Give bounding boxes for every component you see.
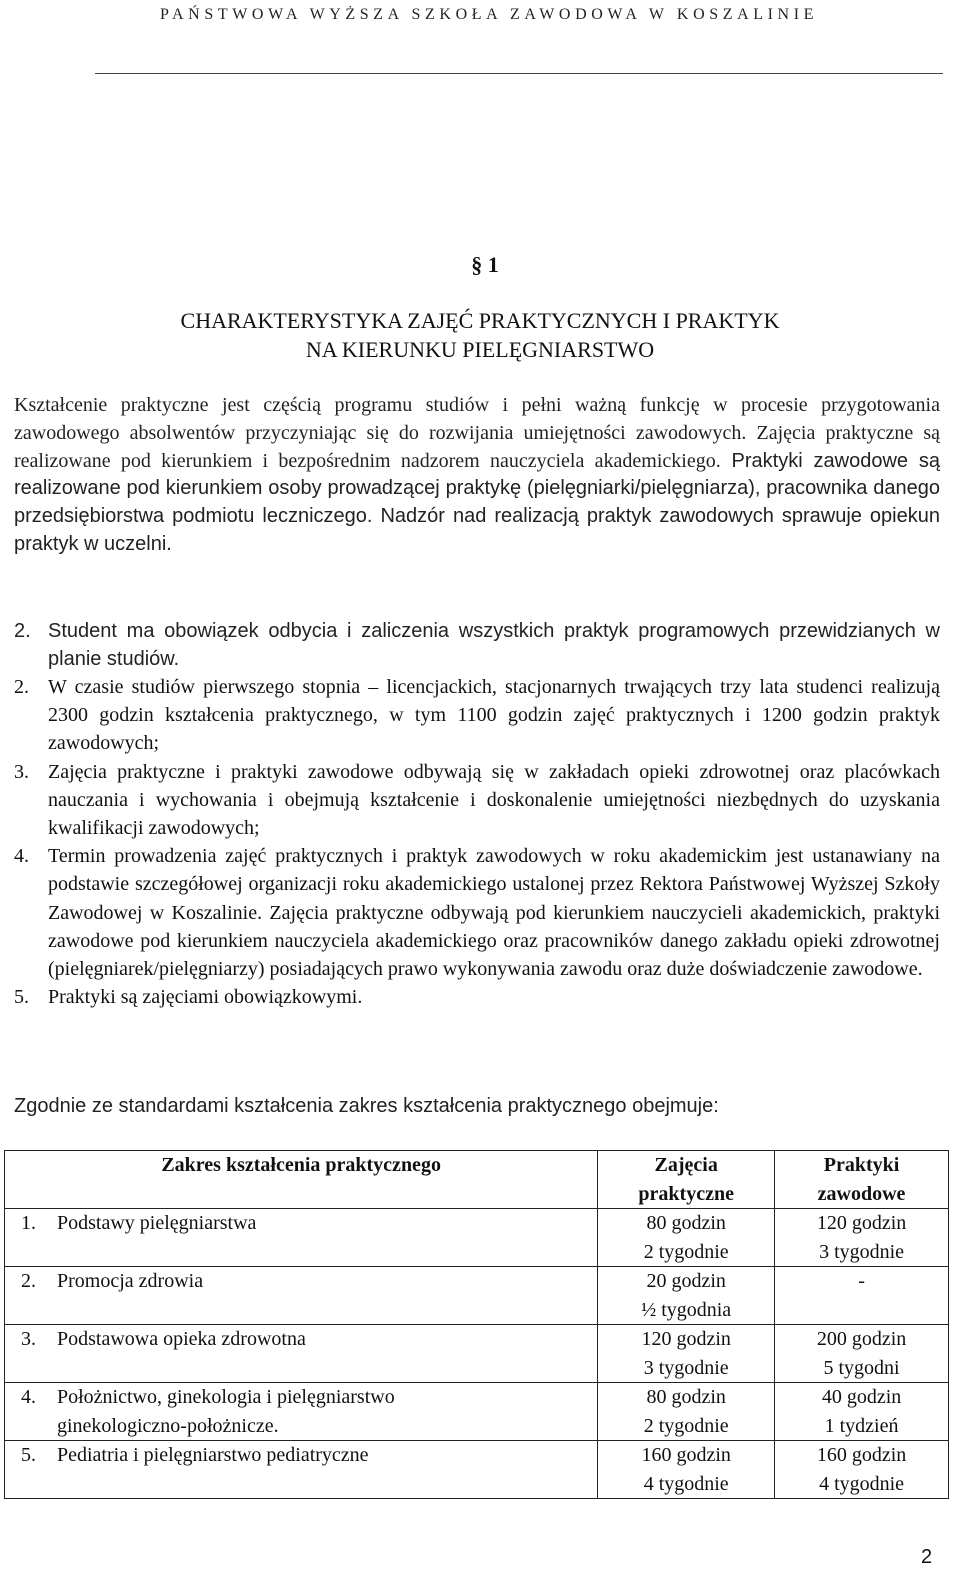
classes-weeks: 4 tygodnie: [643, 1472, 729, 1495]
classes-cell: [598, 1383, 775, 1441]
classes-weeks: 2 tygodnie: [643, 1414, 729, 1437]
practice-weeks: 4 tygodnie: [819, 1472, 905, 1495]
section-number: § 1: [471, 252, 499, 277]
practice-cell: [775, 1209, 949, 1267]
classes-hours: 160 godzin: [641, 1444, 731, 1466]
practice-hours: 120 godzin: [816, 1212, 907, 1234]
page-number: 2: [921, 1546, 933, 1568]
scope-cell: [5, 1209, 598, 1267]
row-number: 4.: [21, 1386, 36, 1408]
intro-part-2: Praktyki zawodowe są realizowane pod kierunkiem osoby prowadzącej praktykę (pielęgniarki/pielęgniarza), pracownika danego przedsiębiorstwa podmiotu leczniczego. Nadzór nad realizacją praktyk zawodowych sprawuje opiekun praktyk w uczelni.: [14, 449, 940, 555]
header-classes-line-1: Zajęcia: [654, 1154, 718, 1176]
scope-cell: [5, 1383, 598, 1441]
classes-cell: [598, 1267, 775, 1325]
list-item-text: Praktyki są zajęciami obowiązkowymi.: [48, 986, 363, 1009]
scope-name: Podstawowa opieka zdrowotna: [57, 1328, 306, 1350]
list-item-number: 5.: [14, 986, 29, 1009]
table-row: [5, 1441, 949, 1499]
header-classes: [598, 1151, 775, 1209]
list-item: [14, 673, 940, 758]
practical-training-table: [4, 1150, 949, 1499]
header-practice-line-1: Praktyki: [823, 1154, 900, 1176]
classes-weeks: 2 tygodnie: [643, 1240, 729, 1263]
scope-cell: [5, 1267, 598, 1325]
practice-hours: 200 godzin: [816, 1328, 907, 1350]
list-item-number: 2.: [14, 620, 31, 642]
scope-name: Podstawy pielęgniarstwa: [57, 1212, 257, 1234]
practice-cell: [775, 1267, 949, 1325]
header-practice-line-2: zawodowe: [817, 1182, 906, 1205]
intro-part-1: Kształcenie praktyczne jest częścią programu studiów i pełni ważną funkcję w procesie przygotowania zawodowego absolwentów przyczyniając się do rozwijania umiejętności zawodowych. Zajęcia praktyczne są realizowane pod kierunkiem i bezpośrednim nadzorem nauczyciela akademickiego.: [14, 394, 940, 472]
scope-cell: [5, 1325, 598, 1383]
list-item: [14, 758, 940, 843]
list-item: [14, 842, 940, 983]
header-classes-line-2: praktyczne: [638, 1182, 734, 1205]
classes-cell: [598, 1209, 775, 1267]
practice-weeks: 1 tydzień: [824, 1414, 899, 1437]
table-intro: Zgodnie ze standardami kształcenia zakres kształcenia praktycznego obejmuje:: [14, 1095, 719, 1117]
scope-cell: [5, 1441, 598, 1499]
practice-cell: [775, 1383, 949, 1441]
classes-hours: 80 godzin: [646, 1212, 726, 1234]
list-item-text: Student ma obowiązek odbycia i zaliczenia wszystkich praktyk programowych przewidzianych w planie studiów.: [48, 620, 940, 671]
table-row: [5, 1267, 949, 1325]
page-title-line-1: CHARAKTERYSTYKA ZAJĘĆ PRAKTYCZNYCH I PRAKTYK: [180, 308, 780, 333]
classes-weeks: ½ tygodnia: [641, 1298, 732, 1321]
table-row: [5, 1209, 949, 1267]
list-item-text: Zajęcia praktyczne i praktyki zawodowe odbywają się w zakładach opieki zdrowotnej oraz placówkach nauczania i wychowania i obejmują kształcenie i doskonalenie umiejętności niezbędnych do uzyskania kwalifikacji zawodowych;: [48, 760, 940, 840]
row-number: 2.: [21, 1270, 36, 1292]
classes-weeks: 3 tygodnie: [643, 1356, 729, 1379]
header-practice: [775, 1151, 949, 1209]
classes-hours: 120 godzin: [641, 1328, 731, 1350]
classes-cell: [598, 1325, 775, 1383]
list-item: [14, 983, 940, 1011]
rules-list: [14, 673, 940, 1011]
header-divider: [95, 73, 943, 74]
list-item-text: W czasie studiów pierwszego stopnia – licencjackich, stacjonarnych trwających trzy lata studenci realizują 2300 godzin kształcenia praktycznego, w tym 1100 godzin zajęć praktycznych i 1200 godzin praktyk zawodowych;: [48, 676, 940, 755]
list-item: [14, 617, 940, 673]
table-row: [5, 1325, 949, 1383]
list-item-text: Termin prowadzenia zajęć praktycznych i praktyk zawodowych w roku akademickim jest ustanawiany na podstawie szczegółowej organizacji roku akademickiego ustalonej przez Rektora Państwowej Wyższej Szkoły Zawodowej w Koszalinie. Zajęcia praktyczne odbywają pod kierunkiem nauczycieli akademickich, praktyki zawodowe pod kierunkiem nauczyciela akademickiego oraz pracowników danego zakładu opieki zdrowotnej (pielęgniarek/pielęgniarzy) posiadających prawo wykonywania zawodu oraz duże doświadczenie zawodowe.: [48, 845, 940, 981]
practice-weeks: 3 tygodnie: [819, 1240, 905, 1263]
table-header-row: [5, 1151, 949, 1209]
scope-name-continued: ginekologiczno-położnicze.: [57, 1414, 279, 1437]
classes-cell: [598, 1441, 775, 1499]
practice-weeks: 5 tygodni: [823, 1356, 900, 1379]
list-item-number: 4.: [14, 845, 29, 868]
practice-hours: -: [858, 1270, 865, 1292]
scope-name: Promocja zdrowia: [57, 1270, 204, 1292]
scope-name: Położnictwo, ginekologia i pielęgniarstwo: [57, 1386, 395, 1408]
practice-cell: [775, 1325, 949, 1383]
intro-paragraph: [14, 392, 940, 559]
institution-header: PAŃSTWOWA WYŻSZA SZKOŁA ZAWODOWA W KOSZALINIE: [160, 6, 819, 23]
classes-hours: 80 godzin: [646, 1386, 726, 1408]
scope-name: Pediatria i pielęgniarstwo pediatryczne: [57, 1444, 369, 1466]
header-scope: Zakres kształcenia praktycznego: [5, 1151, 598, 1209]
row-number: 3.: [21, 1328, 36, 1350]
practice-cell: [775, 1441, 949, 1499]
practice-hours: 40 godzin: [821, 1386, 902, 1408]
list-item-number: 2.: [14, 676, 29, 698]
page-title-line-2: NA KIERUNKU PIELĘGNIARSTWO: [305, 337, 655, 362]
row-number: 1.: [21, 1212, 36, 1234]
classes-hours: 20 godzin: [646, 1270, 726, 1292]
row-number: 5.: [21, 1444, 36, 1466]
table-row: [5, 1383, 949, 1441]
obligation-list: [14, 617, 940, 673]
list-item-number: 3.: [14, 760, 29, 783]
practice-hours: 160 godzin: [816, 1444, 907, 1466]
